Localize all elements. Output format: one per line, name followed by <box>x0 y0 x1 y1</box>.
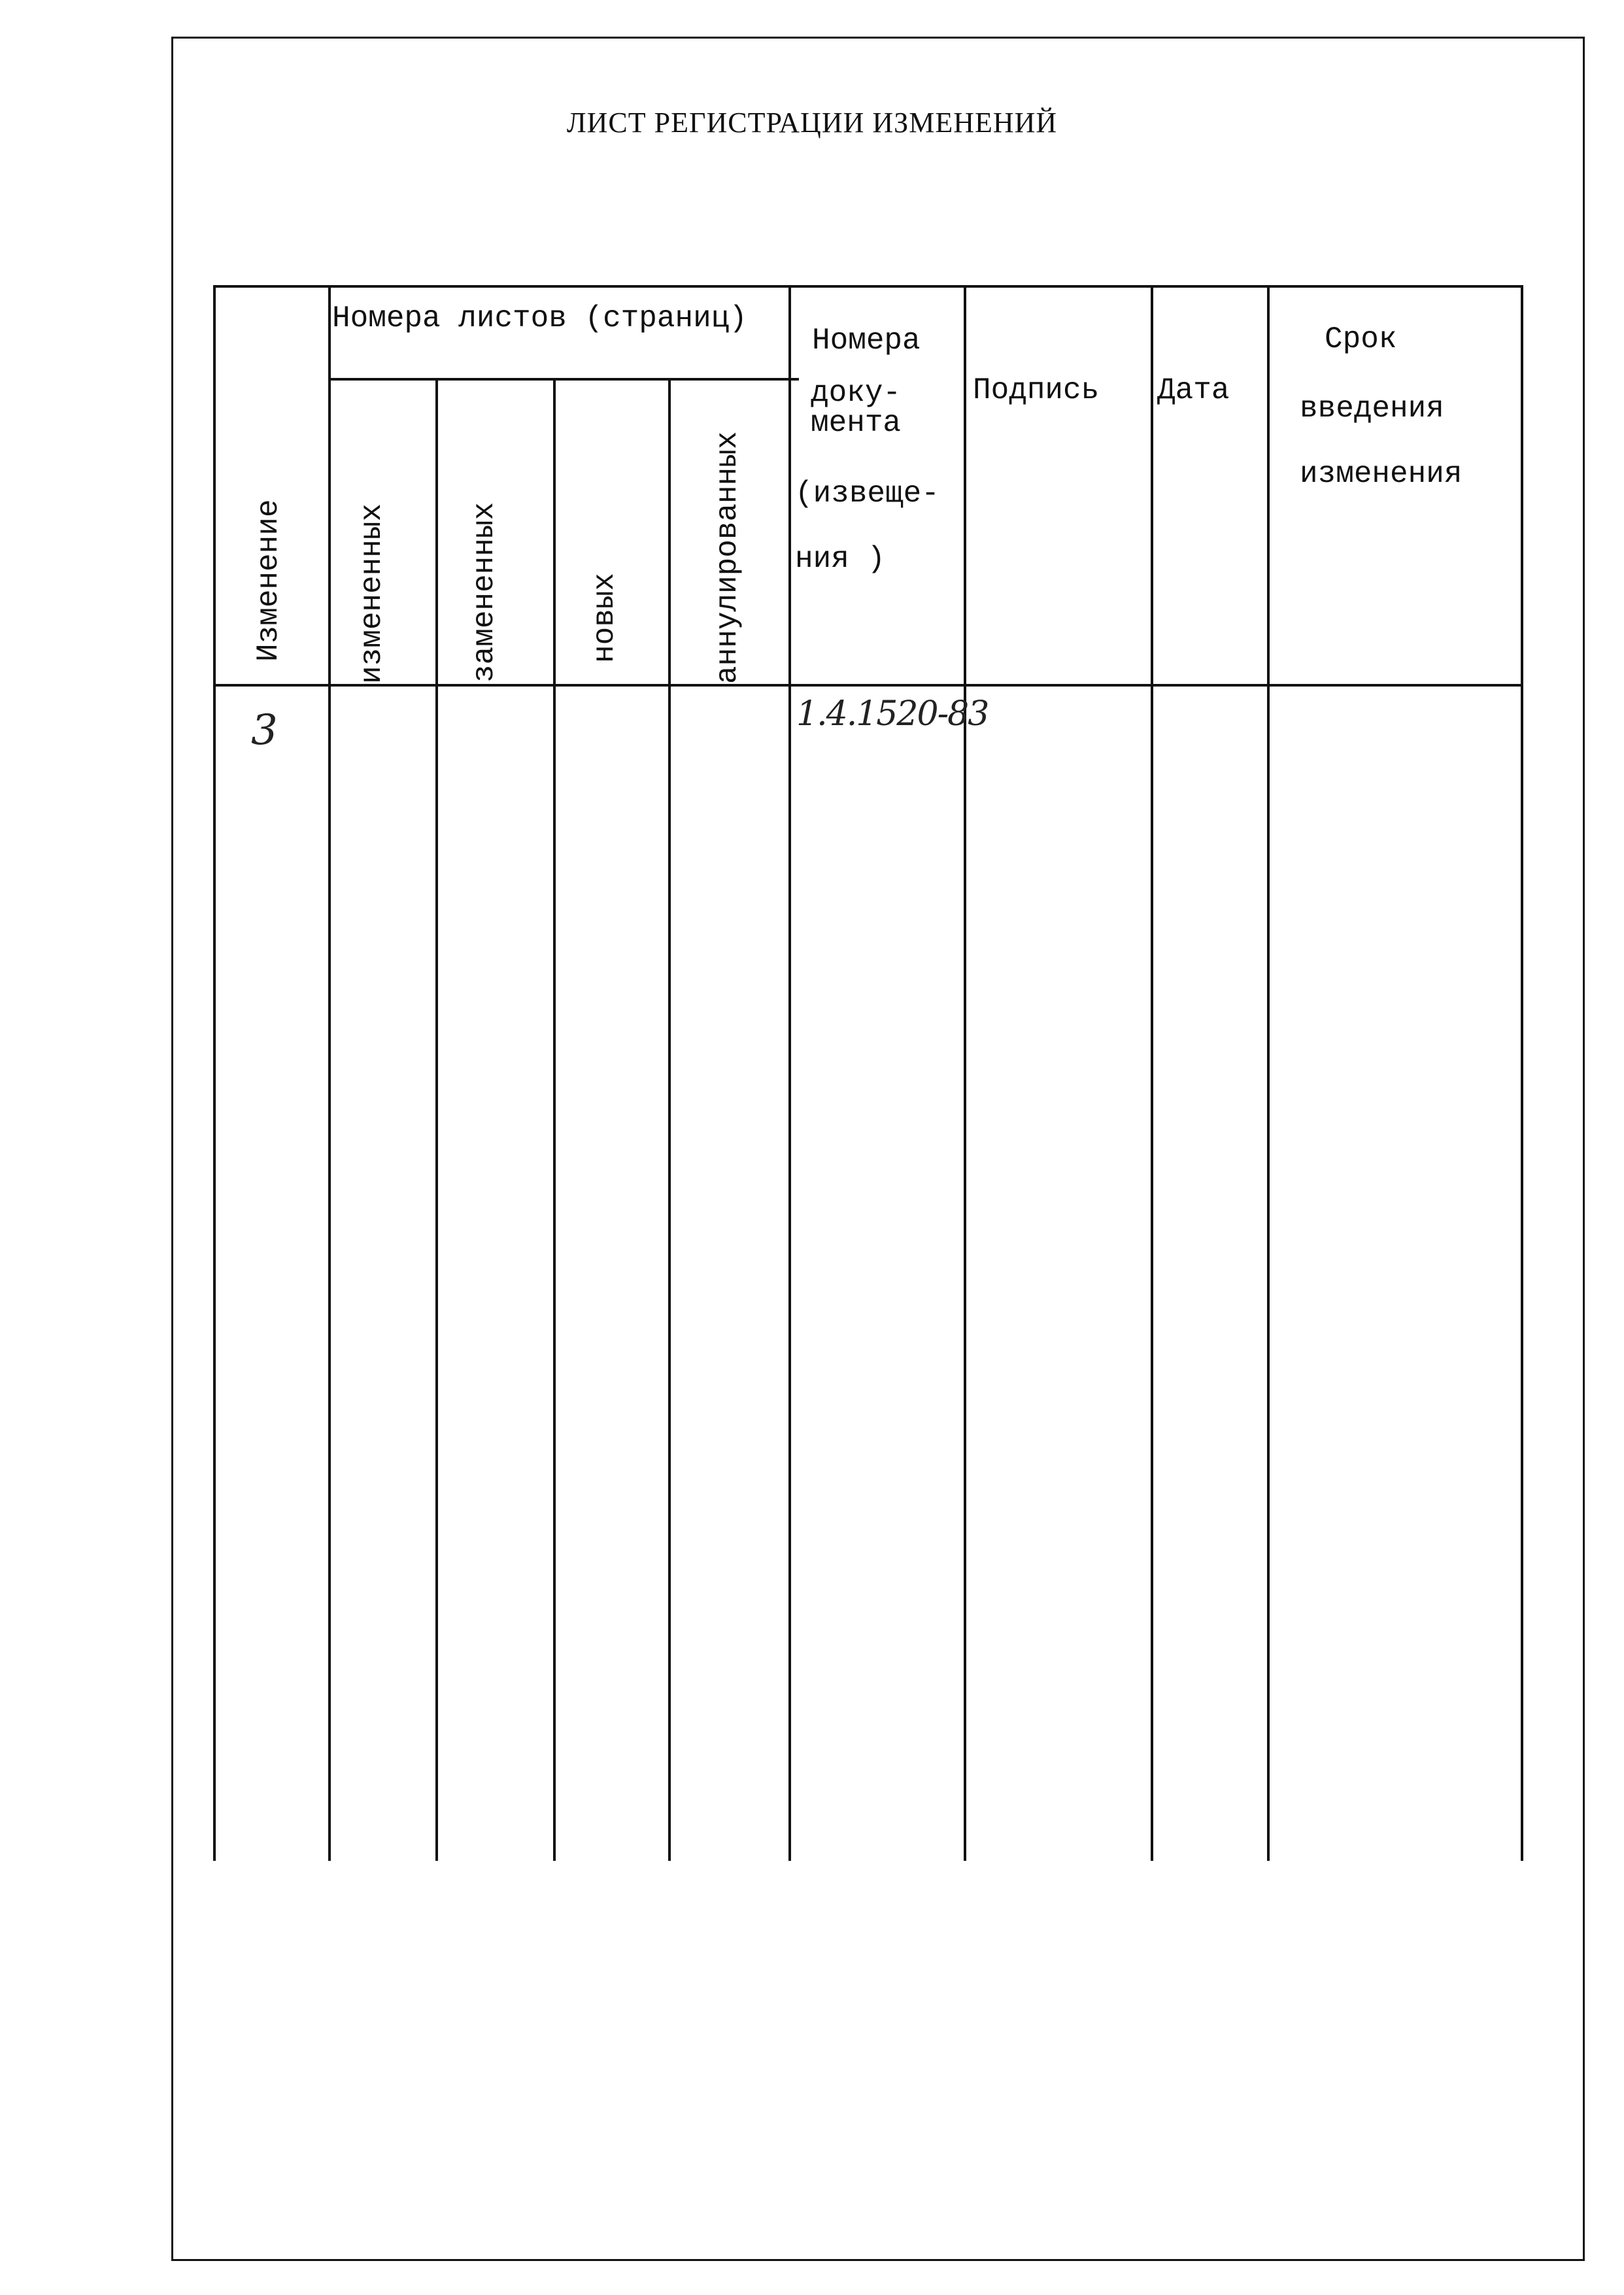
group-header-divider <box>330 378 799 381</box>
header-replaced: замененных <box>467 502 501 683</box>
table-right-border <box>1521 285 1523 1861</box>
header-signature: Подпись <box>973 373 1100 407</box>
header-change: Изменение <box>252 499 286 662</box>
page-border <box>171 37 1585 2261</box>
header-doc-number-2: доку- <box>811 376 902 410</box>
table-top-border <box>214 285 1522 288</box>
header-changed: измененных <box>355 503 389 684</box>
col-divider-7 <box>1151 285 1153 1861</box>
header-annulled: аннулированных <box>711 431 745 684</box>
header-doc-number-3: мента <box>811 406 902 440</box>
header-doc-number-1: Номера <box>812 324 921 358</box>
col-divider-6 <box>964 285 966 1861</box>
row-doc-number-value: 1.4.1520-83 <box>796 694 989 734</box>
col-divider-4 <box>668 378 671 1861</box>
header-date: Дата <box>1157 373 1230 407</box>
row-change-value: 3 <box>251 706 278 755</box>
col-divider-3 <box>553 378 556 1861</box>
sheet-title: ЛИСТ РЕГИСТРАЦИИ ИЗМЕНЕНИЙ <box>566 107 1058 139</box>
col-divider-8 <box>1267 285 1270 1861</box>
col-divider-5 <box>788 285 791 1861</box>
header-doc-number-4: (извеще- <box>795 477 939 511</box>
header-bottom-border <box>214 684 1522 687</box>
header-sheet-numbers: Номера листов (страниц) <box>332 301 747 335</box>
header-doc-number-5: ния ) <box>795 542 886 576</box>
header-deadline-3: изменения <box>1300 457 1463 491</box>
header-new: новых <box>588 572 622 663</box>
table-left-border <box>213 285 216 1861</box>
header-deadline-2: введения <box>1300 392 1444 426</box>
header-deadline-1: Срок <box>1325 322 1397 356</box>
col-divider-1 <box>328 285 331 1861</box>
col-divider-2 <box>435 378 438 1861</box>
